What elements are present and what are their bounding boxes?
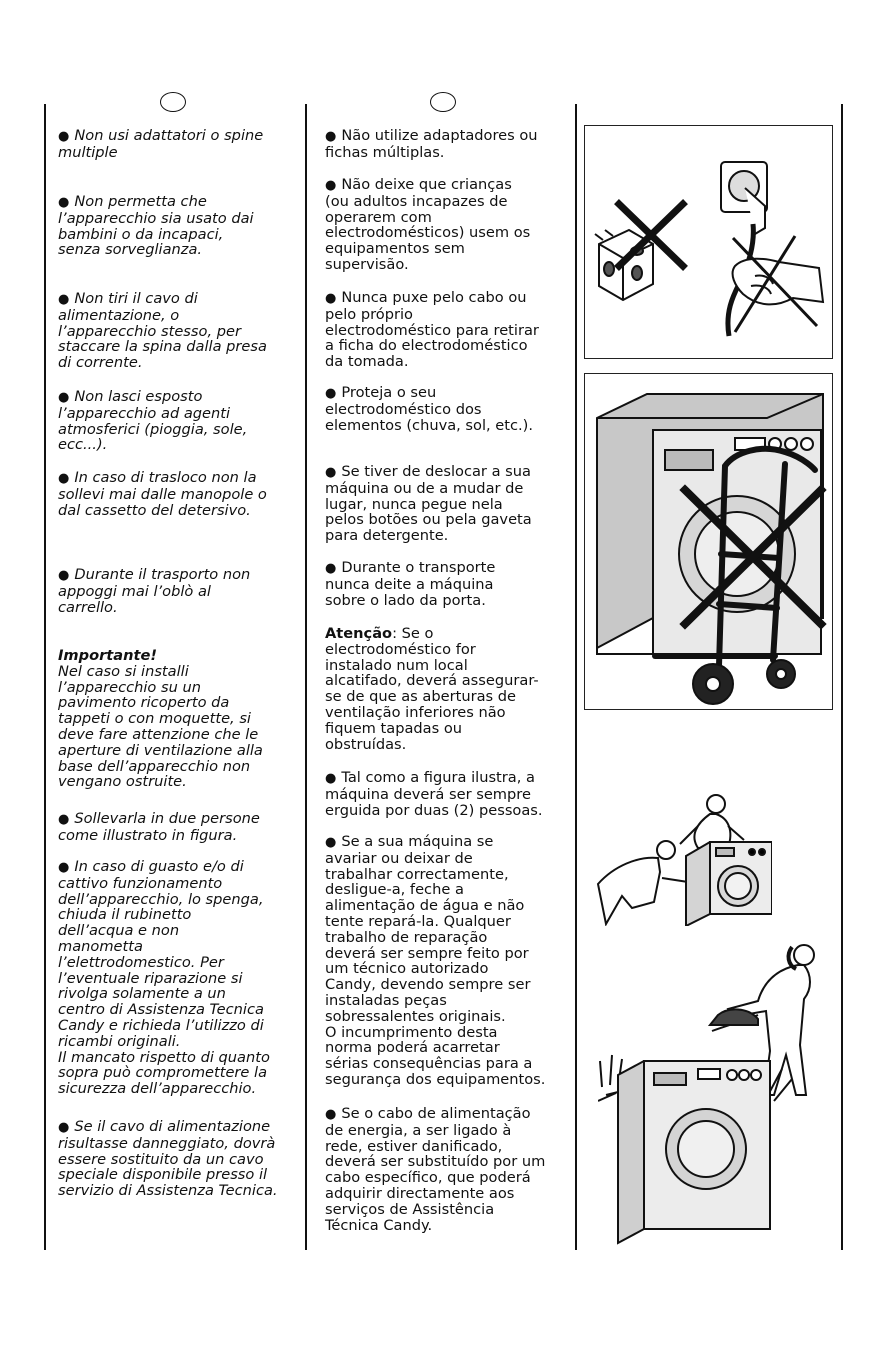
italian-language-marker: [160, 92, 186, 112]
portuguese-language-marker: [430, 92, 456, 112]
column-divider-right: [575, 104, 577, 1250]
portuguese-item-children: ● Não deixe que crianças (ou adultos incapazes de operarem com electrodomésticos) usem os equipamentos sem supervisão.: [325, 177, 530, 273]
trolley-illustration: [585, 374, 832, 709]
illustration-fault: [598, 935, 840, 1255]
washing-machine-icon: [618, 1061, 770, 1243]
italian-item-power-cord: ● Se il cavo di alimentazione risultasse danneggiato, dovrà essere sostituito da un cavo speciale disponibile presso il servizio di Assistenza Tecnica.: [58, 1119, 278, 1199]
portuguese-item-cable: ● Nunca puxe pelo cabo ou pelo próprio electrodoméstico para retirar a ficha do electrodoméstico da tomada.: [325, 290, 539, 370]
portuguese-item-transport: ● Durante o transporte nunca deite a máquina sobre o lado da porta.: [325, 560, 495, 608]
illustration-lifting: [592, 786, 772, 926]
illustration-trolley-panel: [584, 373, 833, 710]
italian-item-weather: ● Non lasci esposto l’apparecchio ad agenti atmosferici (pioggia, sole, ecc...).: [58, 389, 247, 453]
italian-item-transport: ● Durante il trasporto non appoggi mai l’oblò al carrello.: [58, 567, 250, 615]
column-divider-left: [44, 104, 46, 1250]
italian-item-lift: ● Sollevarla in due persone come illustrato in figura.: [58, 811, 260, 844]
column-divider-far-right: [841, 104, 843, 1250]
person-lifting-icon: [680, 795, 744, 848]
italian-item-fault: ● In caso di guasto e/o di cattivo funzionamento dell’apparecchio, lo spenga, chiuda il rubinetto dell’acqua e non manometta l’elettrodomestico. Per l’eventuale riparazione si rivolga solamente a un centro di Assistenza Tecnica Candy e richieda l’utilizzo di ricambi originali. Il mancato rispetto di quanto sopra può compromettere la sicurezza dell’apparecchio.: [58, 859, 270, 1097]
italian-important-title: Importante!: [58, 647, 158, 664]
plug-illustration: [585, 126, 832, 358]
person-lifting-icon: [598, 841, 688, 924]
portuguese-item-attention: Atenção: Se o electrodoméstico for instalado num local alcatifado, deverá assegurar- se de que as aberturas de ventilação inferiores não fiquem tapadas ou obstruídas.: [325, 625, 539, 753]
italian-item-moving: ● In caso di trasloco non la sollevi mai dalle manopole o dal cassetto del detersivo.: [58, 470, 267, 518]
portuguese-item-moving: ● Se tiver de deslocar a sua máquina ou de a mudar de lugar, nunca pegue nela pelos botões ou pela gaveta para detergente.: [325, 464, 532, 544]
illustration-plug-panel: [584, 125, 833, 359]
italian-item-cable: ● Non tiri il cavo di alimentazione, o l’apparecchio stesso, per staccare la spina dalla presa di corrente.: [58, 291, 267, 371]
trolley-wheels-icon: [693, 660, 795, 704]
italian-item-important: Importante! Nel caso si installi l’apparecchio su un pavimento ricoperto da tappeti o con moquette, si deve fare attenzione che le aperture di ventilazione alla base dell’apparecchio non vengano ostruite.: [58, 647, 263, 791]
portuguese-item-power-cord: ● Se o cabo de alimentação de energia, a ser ligado à rede, estiver danificado, deverá ser substituído por um cabo específico, que poderá adquirir directamente aos serviços de Assistência Técnica Candy.: [325, 1106, 545, 1233]
portuguese-item-weather: ● Proteja o seu electrodoméstico dos elementos (chuva, sol, etc.).: [325, 385, 533, 433]
portuguese-attention-title: Atenção: [325, 625, 393, 642]
italian-item-adapters: ● Non usi adattatori o spine multiple: [58, 128, 263, 161]
portuguese-item-fault: ● Se a sua máquina se avariar ou deixar de trabalhar correctamente, desligue-a, feche a alimentação de água e não tente repará-la. Qualquer trabalho de reparação deverá ser sempre feito por um técnico autorizado Candy, devendo sempre ser instaladas peças sobressalentes originais. O incumprimento desta norma poderá acarretar sérias consequências para a segurança dos equipamentos.: [325, 834, 545, 1088]
italian-item-children: ● Non permetta che l’apparecchio sia usato dai bambini o da incapaci, senza sorveglianza.: [58, 194, 254, 258]
portuguese-item-lift: ● Tal como a figura ilustra, a máquina deverá ser sempre erguida por duas (2) pessoas.: [325, 770, 543, 818]
washing-machine-icon: [686, 842, 772, 926]
column-divider-middle: [305, 104, 307, 1250]
portuguese-item-adapters: ● Não utilize adaptadores ou fichas múltiplas.: [325, 128, 538, 161]
